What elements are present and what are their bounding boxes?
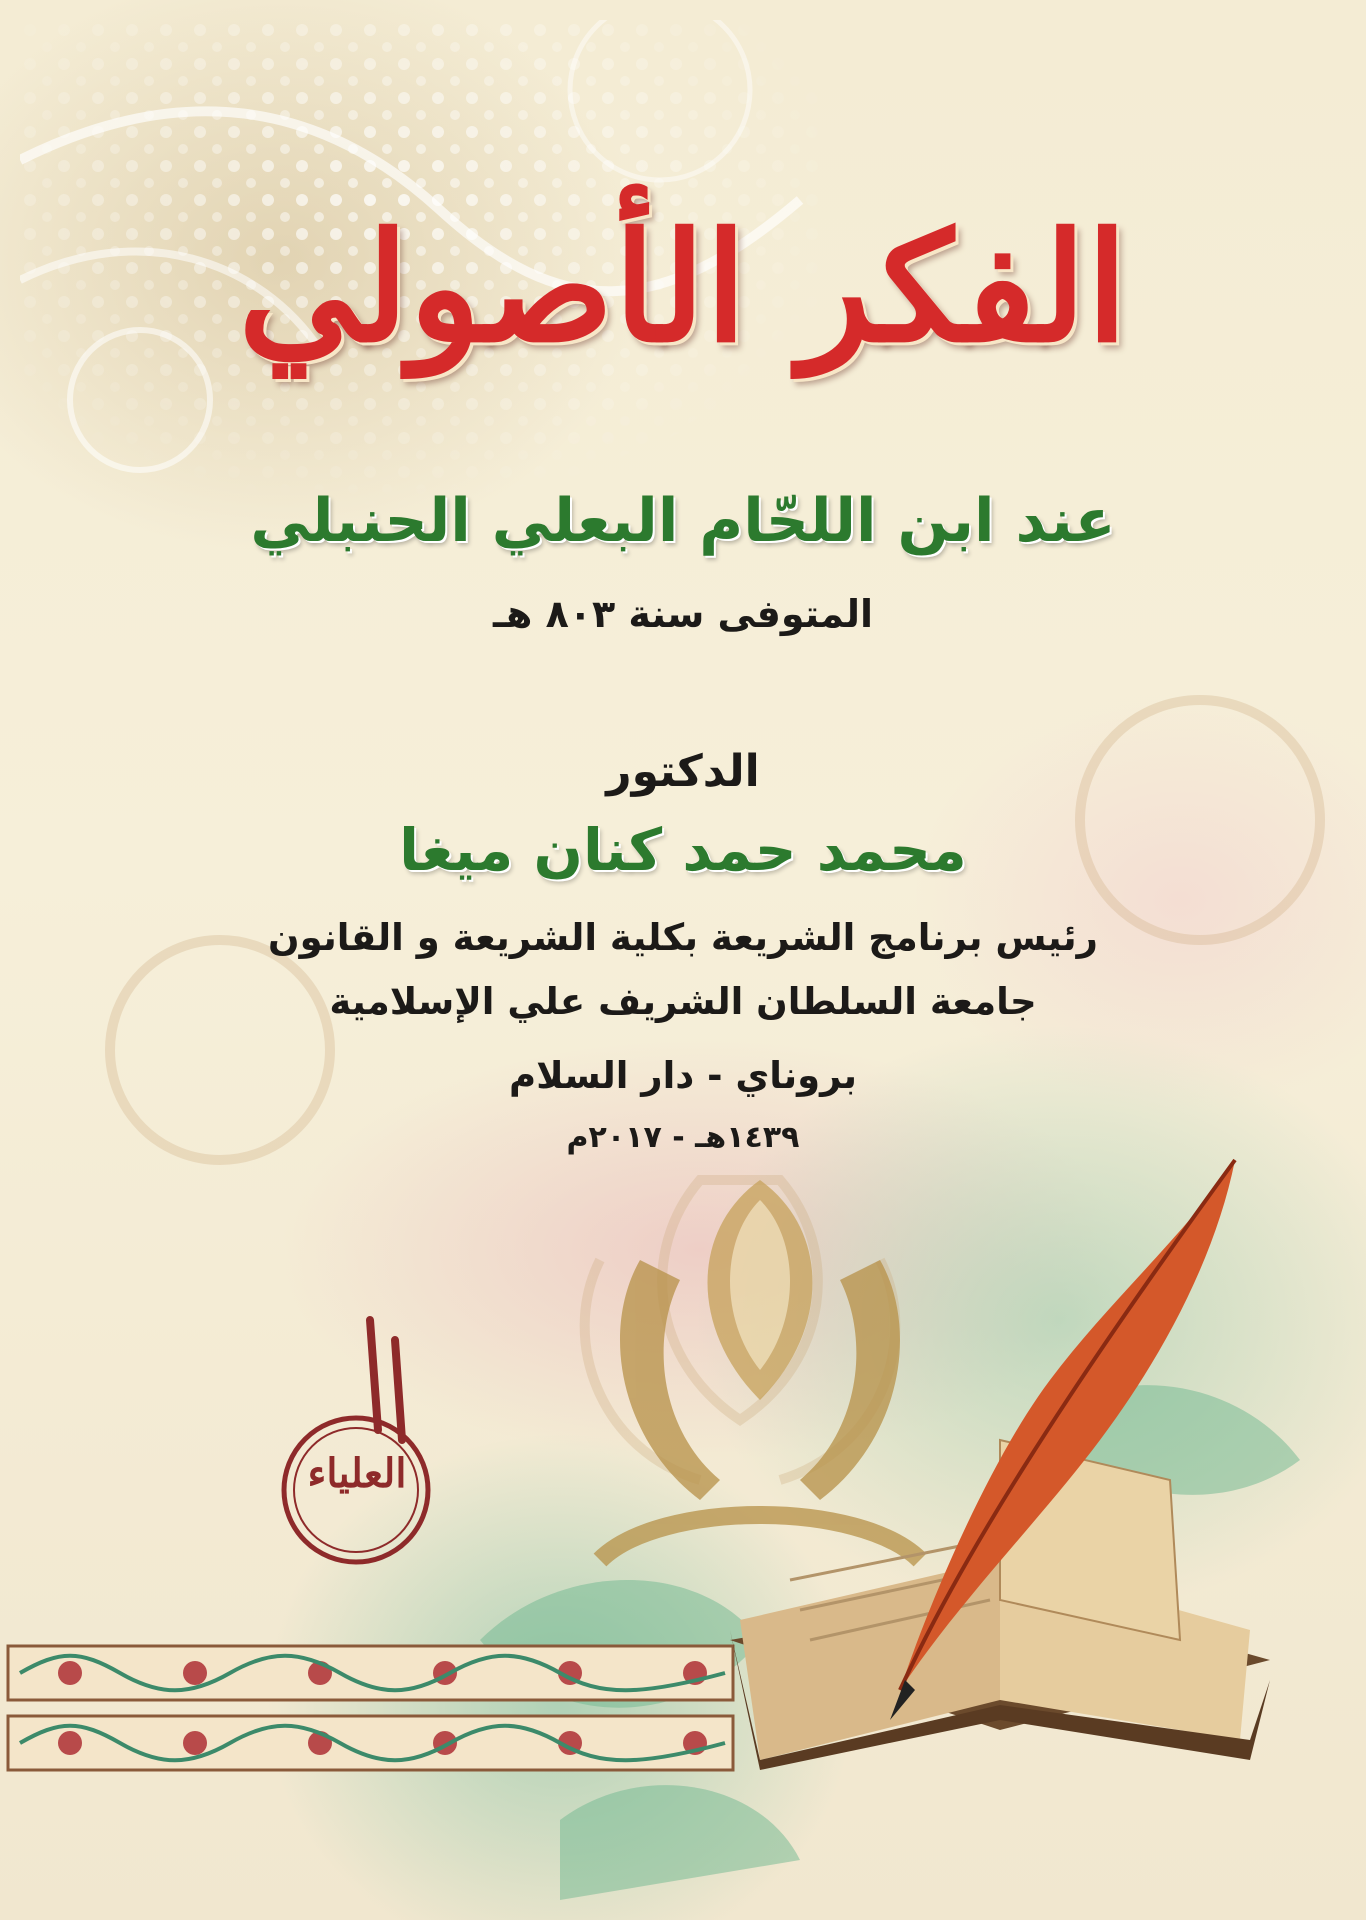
book-subtitle: عند ابن اللحّام البعلي الحنبلي bbox=[250, 486, 1116, 556]
publisher-logo-text: العلياء bbox=[307, 1450, 407, 1497]
author-position: رئيس برنامج الشريعة بكلية الشريعة و القانون bbox=[268, 916, 1098, 959]
university-name: جامعة السلطان الشريف علي الإسلامية bbox=[329, 980, 1037, 1023]
book-title: الفكر الأصولي bbox=[238, 200, 1128, 376]
death-note: المتوفى سنة ٨٠٣ هـ bbox=[493, 592, 873, 636]
author-prefix: الدكتور bbox=[606, 746, 760, 797]
publisher-seal-icon bbox=[284, 1320, 428, 1562]
publication-date: ١٤٣٩هـ - ٢٠١٧م bbox=[566, 1120, 800, 1155]
ornamental-band bbox=[8, 1646, 733, 1770]
location: بروناي - دار السلام bbox=[508, 1054, 857, 1097]
author-name: محمد حمد كنان ميغا bbox=[399, 816, 967, 884]
